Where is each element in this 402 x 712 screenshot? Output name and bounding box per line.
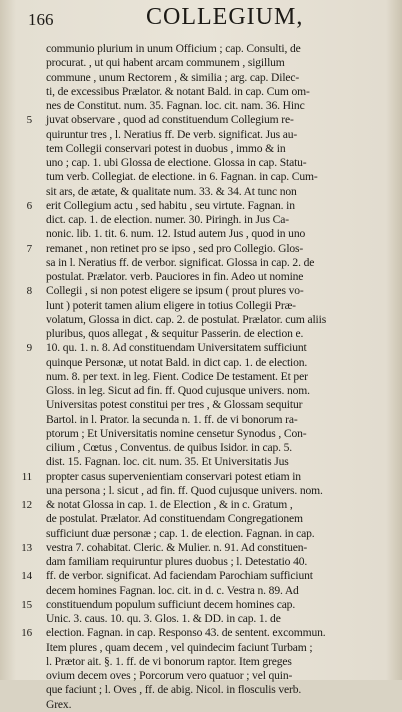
line-text: dist. 15. Fagnan. loc. cit. num. 35. Et Universitatis Jus [46, 455, 289, 469]
page-number: 166 [28, 10, 54, 29]
line-text: commune , unum Rectorem , & similia ; arg. cap. Dilec- [46, 70, 300, 84]
text-line [18, 56, 394, 70]
line-text: uno ; cap. 1. ubi Glossa de electione. Glossa in cap. Statu- [46, 156, 307, 169]
text-line [18, 641, 394, 655]
text-line [18, 313, 394, 327]
text-line [18, 584, 394, 598]
text-line [18, 356, 394, 370]
line-text: quiruntur tres , l. Neratius ff. De verb. significat. Jus au- [46, 127, 298, 141]
line-text: pluribus, quos allegat , & sequitur Passerin. de election e. [46, 327, 304, 340]
line-marker: 5 [26, 114, 32, 127]
line-text: Unic. 3. caus. 10. qu. 3. Glos. 1. & DD. in cap. 1. de [46, 612, 281, 625]
line-marker: 12 [21, 499, 32, 511]
text-line [18, 284, 394, 298]
text-line [18, 698, 394, 712]
line-marker: 16 [21, 627, 32, 640]
text-line [18, 370, 394, 384]
line-text: ptorum ; Et Universitatis nomine censetur Synodus , Con- [46, 426, 307, 440]
line-marker: 14 [21, 570, 32, 583]
text-line [18, 413, 394, 427]
line-text: tum verb. Collegiat. de electione. in 6. Fagnan. in cap. Cum- [46, 170, 318, 184]
text-line [18, 427, 394, 441]
text-line [18, 683, 394, 697]
line-text: ovium decem oves ; Porcorum vero quatuor ; vel quin- [46, 669, 293, 682]
text-line [18, 598, 394, 612]
line-text: sa in l. Neratius ff. de verbor. significat. Glossa in cap. 2. de [46, 255, 315, 269]
line-text: remanet , non retinet pro se ipso , sed pro Collegio. Glos- [46, 241, 304, 255]
text-line [18, 199, 394, 213]
line-marker: 7 [26, 242, 32, 255]
line-marker: 6 [26, 199, 32, 212]
line-text: & notat Glossa in cap. 1. de Election , & in c. Gratum , [46, 498, 293, 511]
line-text: cilium , Cœtus , Conventus. de quibus Isidor. in cap. 5. [46, 441, 293, 454]
line-text: communio plurium in unum Officium ; cap. Consulti, de [46, 42, 301, 55]
line-text: lunt ) poterit tamen alium eligere in totius Collegii Præ- [46, 298, 296, 312]
text-line [18, 470, 394, 484]
text-line [18, 142, 394, 156]
text-line [18, 71, 394, 85]
text-line [18, 484, 394, 498]
text-line [18, 512, 394, 526]
text-line [18, 327, 394, 341]
line-text: postulat. Prælator. verb. Pauciores in fin. Adeo ut nomine [46, 270, 304, 283]
text-line [18, 299, 394, 313]
line-text: Grex. [46, 697, 72, 711]
text-line [18, 185, 394, 199]
text-line [18, 441, 394, 455]
text-line [18, 384, 394, 398]
line-text: dam familiam requiruntur plures duobus ; l. Detestatio 40. [46, 555, 308, 568]
text-line [18, 669, 394, 683]
text-line [18, 170, 394, 184]
line-text: decem homines Fagnan. loc. cit. in d. c. Vestra n. 89. Ad [46, 583, 299, 597]
page-header [28, 4, 392, 34]
text-line [18, 455, 394, 469]
text-line [18, 85, 394, 99]
line-text: ff. de verbor. significat. Ad faciendam Parochiam sufficiunt [46, 569, 313, 583]
line-text: volatum, Glossa in dict. cap. 2. de postulat. Prælator. cum aliis [46, 312, 327, 326]
text-line [18, 99, 394, 113]
line-text: l. Prætor ait. §. 1. ff. de vi bonorum raptor. Item greges [46, 654, 292, 668]
line-text: tem Collegii conservari potest in duobus , immo & in [46, 141, 286, 155]
text-line [18, 626, 394, 640]
text-line [18, 655, 394, 669]
line-text: Bartol. in l. Prator. la secunda n. 1. ff. de vi bonorum ra- [46, 412, 298, 426]
line-text: de postulat. Prælator. Ad constituendam Congregationem [46, 512, 303, 526]
text-line [18, 555, 394, 569]
text-line [18, 270, 394, 284]
line-text: que faciunt ; l. Oves , ff. de abig. Nicol. in flosculis verb. [46, 683, 302, 697]
text-line [18, 612, 394, 626]
text-line [18, 42, 394, 56]
line-text: nonic. lib. 1. tit. 6. num. 12. Istud autem Jus , quod in uno [46, 227, 306, 241]
line-text: election. Fagnan. in cap. Responso 43. de sentent. excommun. [46, 626, 326, 640]
text-line [18, 242, 394, 256]
line-text: una persona ; l. sicut , ad fin. ff. Quod cujusque univers. nom. [46, 483, 323, 497]
line-text: Gloss. in leg. Sicut ad fin. ff. Quod cujusque univers. nom. [46, 384, 310, 397]
line-text: 10. qu. 1. n. 8. Ad constituendam Universitatem sufficiunt [46, 341, 307, 355]
text-line [18, 398, 394, 412]
text-line [18, 569, 394, 583]
text-line [18, 113, 394, 127]
line-text: procurat. , ut qui habent arcam communem , sigillum [46, 56, 285, 70]
line-marker: 11 [21, 470, 32, 483]
line-text: Universitas potest constitui per tres , & Glossam sequitur [46, 398, 303, 412]
running-head: COLLEGIUM, [146, 4, 304, 30]
body-text [18, 42, 394, 712]
text-line [18, 527, 394, 541]
line-text: nes de Constitut. num. 35. Fagnan. loc. cit. nam. 36. Hinc [46, 99, 305, 112]
text-line [18, 341, 394, 355]
line-text: constituendum populum sufficiunt decem homines cap. [46, 597, 296, 611]
line-text: num. 8. per text. in leg. Fient. Codice De testament. Et per [46, 369, 308, 383]
line-text: sit ars, de ætate, & qualitate num. 33. & 34. At tunc non [46, 184, 297, 198]
text-line [18, 227, 394, 241]
line-text: Item plures , quam decem , vel quindecim faciunt Turbam ; [46, 640, 313, 654]
line-text: vestra 7. cohabitat. Cleric. & Mulier. n. 91. Ad constituen- [46, 540, 308, 554]
text-line [18, 541, 394, 555]
text-line [18, 498, 394, 512]
line-text: juvat observare , quod ad constituendum Collegium re- [46, 113, 294, 127]
text-line [18, 256, 394, 270]
line-marker: 9 [26, 342, 32, 355]
line-text: quinque Personæ, ut notat Bald. in dict cap. 1. de election. [46, 355, 308, 369]
text-line [18, 128, 394, 142]
text-line [18, 213, 394, 227]
line-marker: 8 [26, 285, 32, 298]
line-marker: 13 [21, 541, 32, 554]
line-text: erit Collegium actu , sed habitu , seu virtute. Fagnan. in [46, 198, 295, 212]
line-text: sufficiunt duæ personæ ; cap. 1. de election. Fagnan. in cap. [46, 526, 315, 540]
line-text: ti, de excessibus Prælator. & notant Bald. in cap. Cum om- [46, 84, 310, 98]
line-marker: 15 [21, 598, 32, 611]
line-text: dict. cap. 1. de election. numer. 30. Piringh. in Jus Ca- [46, 213, 289, 226]
line-text: propter casus supervenientiam conservari potest etiam in [46, 469, 301, 483]
text-line [18, 156, 394, 170]
line-text: Collegii , si non potest eligere se ipsum ( prout plures vo- [46, 284, 304, 298]
